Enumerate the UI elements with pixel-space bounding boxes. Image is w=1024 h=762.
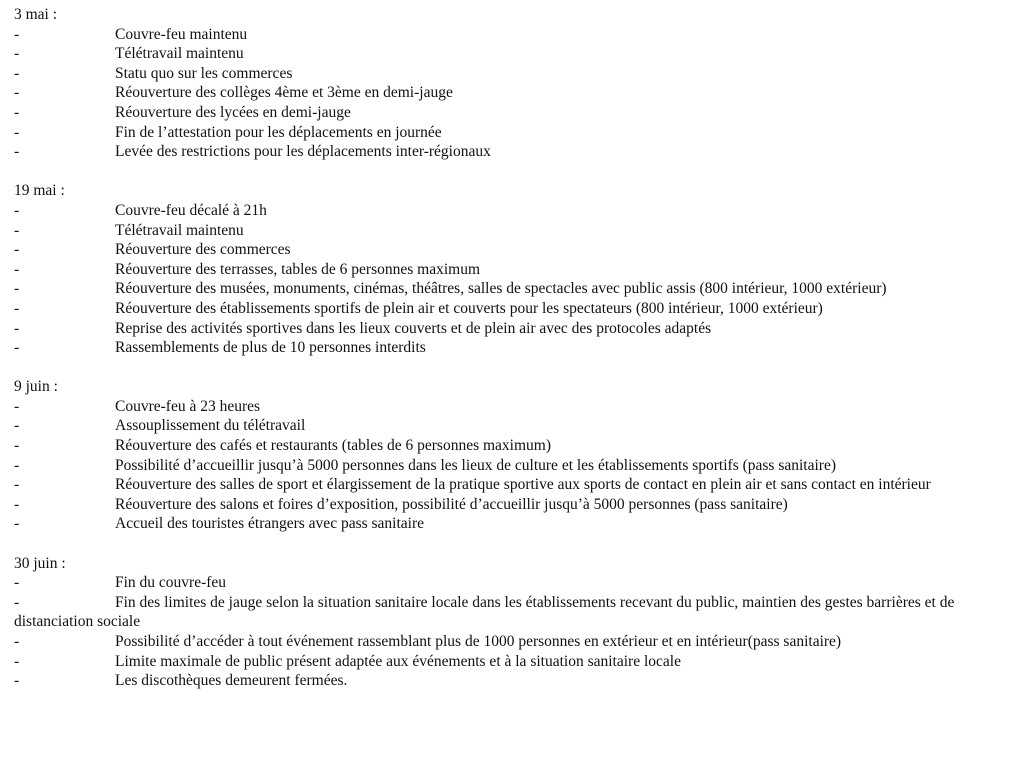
list-item	[14, 240, 1020, 260]
item-text: Réouverture des salons et foires d’exposition, possibilité d’accueillir jusqu’à 5000 personnes (pass sanitaire)	[115, 495, 788, 513]
list-item	[14, 319, 1020, 339]
list-item	[14, 514, 1020, 534]
bullet-dash: -	[14, 25, 20, 43]
list-item	[14, 64, 1020, 84]
item-text: Réouverture des musées, monuments, cinémas, théâtres, salles de spectacles avec public assis (800 intérieur, 1000 extérieur)	[115, 280, 887, 298]
item-text: Statu quo sur les commerces	[115, 64, 293, 82]
bullet-dash: -	[14, 574, 20, 592]
section-heading: 9 juin :	[14, 378, 58, 396]
bullet-dash: -	[14, 633, 20, 650]
section-heading: 3 mai :	[14, 6, 58, 23]
list-item	[14, 44, 1020, 64]
list-item	[14, 397, 1020, 417]
item-text: Fin du couvre-feu	[115, 574, 227, 592]
bullet-dash: -	[14, 593, 20, 611]
item-text: Télétravail maintenu	[115, 221, 244, 239]
item-text: Réouverture des collèges 4ème et 3ème en demi-jauge	[115, 84, 453, 102]
item-text: Couvre-feu maintenu	[115, 25, 248, 43]
bullet-dash: -	[14, 241, 20, 259]
bullet-dash: -	[14, 299, 20, 317]
bullet-dash: -	[14, 123, 20, 141]
list-item	[14, 436, 1020, 456]
list-item	[14, 279, 1020, 299]
item-text: Réouverture des commerces	[115, 241, 291, 259]
item-text: Couvre-feu à 23 heures	[115, 397, 261, 415]
list-item	[14, 652, 1020, 672]
section-heading: 30 juin :	[14, 554, 66, 572]
list-item	[14, 632, 1020, 652]
item-text: Accueil des touristes étrangers avec pass sanitaire	[115, 515, 425, 533]
list-item	[14, 671, 1020, 691]
bullet-dash: -	[14, 476, 20, 494]
item-text: Levée des restrictions pour les déplacements inter-régionaux	[115, 143, 491, 161]
bullet-dash: -	[14, 143, 20, 161]
list-item	[14, 123, 1020, 143]
item-text: Fin de l’attestation pour les déplacements en journée	[115, 123, 442, 141]
bullet-dash: -	[14, 103, 20, 121]
item-text: Les discothèques demeurent fermées.	[115, 672, 348, 690]
item-text: Possibilité d’accueillir jusqu’à 5000 personnes dans les lieux de culture et les établissements sportifs (pass sanitaire)	[115, 456, 837, 474]
bullet-dash: -	[14, 417, 20, 435]
list-item	[14, 338, 1020, 358]
item-text: Fin des limites de jauge selon la situation sanitaire locale dans les établissements recevant du public, maintien des gestes barrières et de distanciation sociale	[14, 593, 955, 631]
list-item	[14, 456, 1020, 476]
list-item	[14, 142, 1020, 162]
bullet-dash: -	[14, 84, 20, 102]
section-30-juin	[14, 554, 1020, 691]
list-item	[14, 25, 1020, 45]
list-item	[14, 260, 1020, 280]
item-text: Télétravail maintenu	[115, 45, 244, 63]
list-item	[14, 593, 1020, 632]
bullet-dash: -	[14, 260, 20, 278]
item-text: Assouplissement du télétravail	[115, 417, 306, 435]
bullet-dash: -	[14, 672, 20, 690]
bullet-dash: -	[14, 201, 20, 219]
item-text: Rassemblements de plus de 10 personnes interdits	[115, 339, 426, 357]
item-text: Possibilité d’accéder à tout événement rassemblant plus de 1000 personnes en extérieur et en intérieur(pass sanitaire)	[115, 633, 842, 650]
item-text: Reprise des activités sportives dans les lieux couverts et de plein air avec des protocoles adaptés	[115, 319, 712, 337]
list-item	[14, 416, 1020, 436]
bullet-dash: -	[14, 456, 20, 474]
document	[14, 5, 1020, 710]
list-item	[14, 83, 1020, 103]
section-9-juin	[14, 377, 1020, 534]
bullet-dash: -	[14, 495, 20, 513]
bullet-dash: -	[14, 652, 20, 670]
bullet-dash: -	[14, 280, 20, 298]
item-text: Réouverture des lycées en demi-jauge	[115, 103, 351, 121]
bullet-dash: -	[14, 397, 20, 415]
bullet-dash: -	[14, 64, 20, 82]
list-item	[14, 201, 1020, 221]
item-text: Couvre-feu décalé à 21h	[115, 201, 267, 219]
list-item	[14, 495, 1020, 515]
list-item	[14, 103, 1020, 123]
list-item	[14, 221, 1020, 241]
section-3-mai	[14, 5, 1020, 162]
bullet-dash: -	[14, 221, 20, 239]
bullet-dash: -	[14, 319, 20, 337]
bullet-dash: -	[14, 515, 20, 533]
item-text: Réouverture des salles de sport et élargissement de la pratique sportive aux sports de contact en plein air et sans contact en intérieur	[115, 476, 931, 494]
item-text: Réouverture des cafés et restaurants (tables de 6 personnes maximum)	[115, 437, 551, 455]
item-text: Réouverture des terrasses, tables de 6 personnes maximum	[115, 260, 481, 278]
bullet-dash: -	[14, 339, 20, 357]
list-item	[14, 299, 1020, 319]
list-item	[14, 573, 1020, 593]
item-text: Réouverture des établissements sportifs de plein air et couverts pour les spectateurs (800 intérieur, 1000 extérieur)	[115, 299, 823, 317]
item-text: Limite maximale de public présent adaptée aux événements et à la situation sanitaire locale	[115, 652, 681, 670]
section-19-mai	[14, 181, 1020, 357]
section-heading: 19 mai :	[14, 182, 65, 200]
bullet-dash: -	[14, 437, 20, 455]
list-item	[14, 475, 1020, 495]
bullet-dash: -	[14, 45, 20, 63]
